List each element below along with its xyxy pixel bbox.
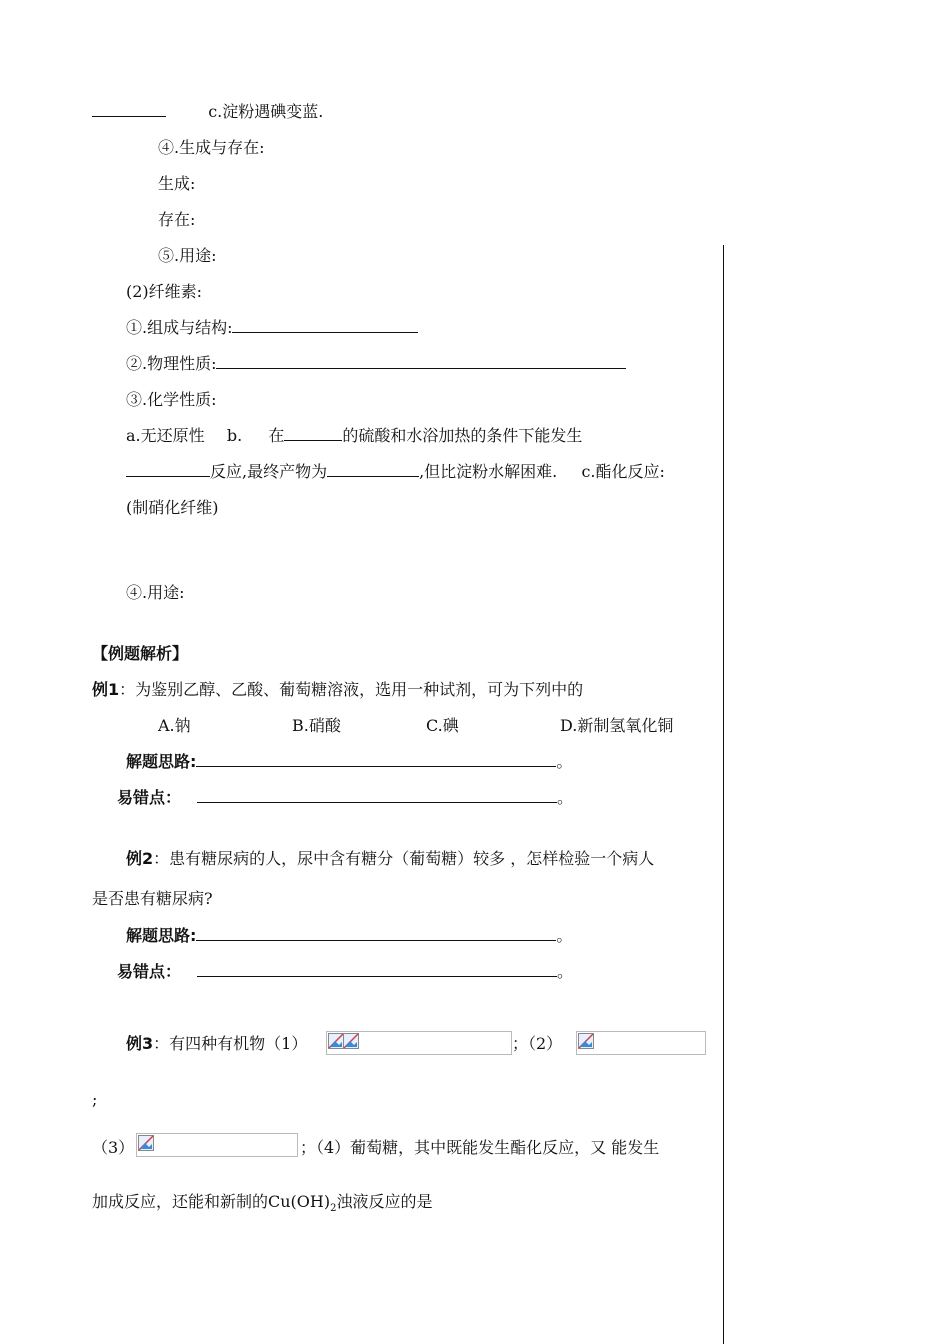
- answer-blank[interactable]: [92, 102, 166, 117]
- example1-error: 易错点： 。: [117, 788, 574, 807]
- starch-c-line: [92, 102, 323, 122]
- compound2-image: [576, 1031, 706, 1055]
- formation-title: ④.生成与存在:: [158, 138, 265, 157]
- example3-last-line: 加成反应，还能和新制的$Cu(OH)_2$浊液反应的是: [92, 1192, 433, 1215]
- existence-label: 存在:: [158, 210, 196, 229]
- broken-image-icon: [343, 1033, 359, 1049]
- thinking-blank[interactable]: [196, 752, 556, 767]
- margin-rule: [723, 245, 724, 1344]
- cellulose-chemical: ③.化学性质:: [126, 390, 217, 409]
- cellulose-structure: ①.组成与结构:: [126, 318, 418, 338]
- broken-image-icon: [328, 1033, 344, 1049]
- example2-error: 易错点： 。: [117, 962, 574, 981]
- physical-blank[interactable]: [216, 354, 626, 369]
- starch-iodine-text: c.淀粉遇碘变蓝.: [208, 102, 324, 121]
- product-blank[interactable]: [327, 462, 419, 477]
- example2-question: 例2：患有糖尿病的人，尿中含有糖分（葡萄糖）较多 ，怎样检验一个病人: [126, 849, 655, 868]
- example1-question: 例1：为鉴别乙醇、乙酸、葡萄糖溶液，选用一种试剂，可为下列中的: [92, 680, 584, 699]
- error-blank[interactable]: [197, 962, 557, 977]
- example1-option-b[interactable]: B.硝酸: [292, 716, 341, 735]
- example1-thinking: 解题思路: 。: [126, 752, 573, 771]
- error-blank[interactable]: [197, 788, 557, 803]
- broken-image-icon: [138, 1135, 154, 1151]
- broken-image-icon: [578, 1033, 594, 1049]
- chemical-a-b-line: a.无还原性 b. 在 的硫酸和水浴加热的条件下能发生: [126, 426, 583, 445]
- structure-blank[interactable]: [232, 318, 418, 333]
- example3-semicolon: ;: [92, 1090, 98, 1109]
- example3-sep2: ；（2）: [512, 1034, 563, 1053]
- cellulose-title: (2)纤维素:: [126, 282, 203, 301]
- example3-item4: ；（4）葡萄糖，其中既能发生酯化反应，又 能发生: [300, 1138, 660, 1157]
- compound1-image: [326, 1031, 512, 1055]
- reaction-type-blank[interactable]: [126, 462, 210, 477]
- example1-option-c[interactable]: C.碘: [426, 716, 459, 735]
- compound3-image: [136, 1133, 298, 1157]
- example1-option-a[interactable]: A.钠: [158, 716, 191, 735]
- example3-question: 例3：有四种有机物（1）: [126, 1034, 308, 1053]
- acid-conc-blank[interactable]: [284, 426, 342, 441]
- cellulose-uses: ④.用途:: [126, 583, 185, 602]
- examples-header: 【例题解析】: [92, 644, 189, 663]
- chemical-b-c-line: 反应,最终产物为 ,但比淀粉水解困难. c.酯化反应:: [126, 462, 665, 482]
- nitrocellulose-note: (制硝化纤维): [126, 498, 219, 517]
- uses-label: ⑤.用途:: [158, 246, 217, 265]
- thinking-blank[interactable]: [196, 926, 556, 941]
- example3-item3: （3）: [92, 1138, 135, 1157]
- example2-question-cont: 是否患有糖尿病?: [92, 889, 213, 908]
- formation-label: 生成:: [158, 174, 196, 193]
- example1-option-d[interactable]: D.新制氢氧化铜: [560, 716, 674, 735]
- cellulose-physical: ②.物理性质:: [126, 354, 626, 374]
- example2-thinking: 解题思路: 。: [126, 926, 573, 945]
